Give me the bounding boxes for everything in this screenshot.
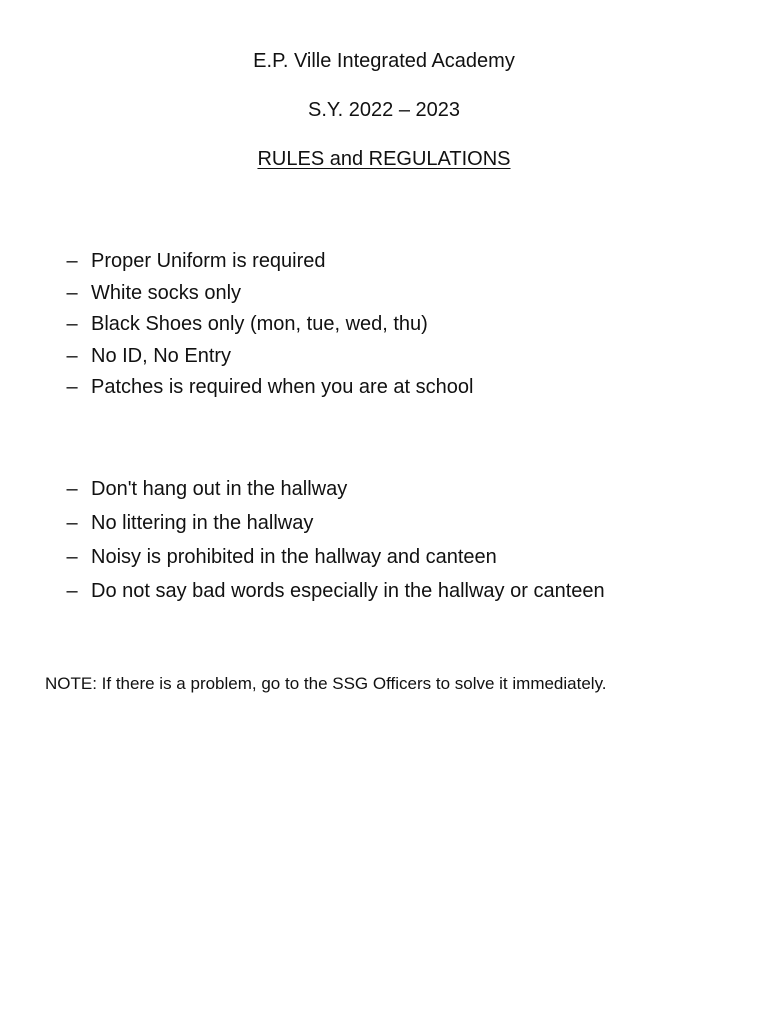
list-item <box>0 375 740 407</box>
rule-text: Don't hang out in the hallway <box>91 478 348 500</box>
rule-text: Patches is required when you are at school <box>91 376 474 398</box>
note-text: NOTE: If there is a problem, go to the SSG Officers to solve it immediately. <box>45 674 607 693</box>
document-title-text: RULES and REGULATIONS <box>257 148 511 170</box>
rule-text: Proper Uniform is required <box>91 250 326 272</box>
document-title <box>0 147 768 171</box>
rule-text: No ID, No Entry <box>91 344 232 367</box>
list-item <box>0 511 740 545</box>
dash-bullet-icon: – <box>66 344 78 367</box>
rule-text: Black Shoes only (mon, tue, wed, thu) <box>91 313 428 335</box>
dash-bullet-icon: – <box>66 281 78 304</box>
dash-bullet-icon: – <box>66 313 78 335</box>
dash-bullet-icon: – <box>66 546 78 568</box>
list-item <box>0 312 740 344</box>
rule-text: White socks only <box>91 281 242 304</box>
rules-list-behavior <box>0 477 740 613</box>
list-item <box>0 344 740 376</box>
school-name: E.P. Ville Integrated Academy <box>253 50 515 72</box>
school-year: S.Y. 2022 – 2023 <box>308 99 460 121</box>
dash-bullet-icon: – <box>66 478 78 500</box>
dash-bullet-icon: – <box>66 580 78 602</box>
list-item <box>0 281 740 313</box>
list-item <box>0 579 740 613</box>
dash-bullet-icon: – <box>66 250 78 272</box>
rules-list-uniform <box>0 249 740 407</box>
dash-bullet-icon: – <box>66 376 78 398</box>
list-item <box>0 477 740 511</box>
dash-bullet-icon: – <box>66 512 78 534</box>
rule-text: Do not say bad words especially in the hallway or canteen <box>91 580 605 602</box>
list-item <box>0 545 740 579</box>
rule-text: Noisy is prohibited in the hallway and canteen <box>91 546 497 568</box>
list-item <box>0 249 740 281</box>
rule-text: No littering in the hallway <box>91 512 314 534</box>
